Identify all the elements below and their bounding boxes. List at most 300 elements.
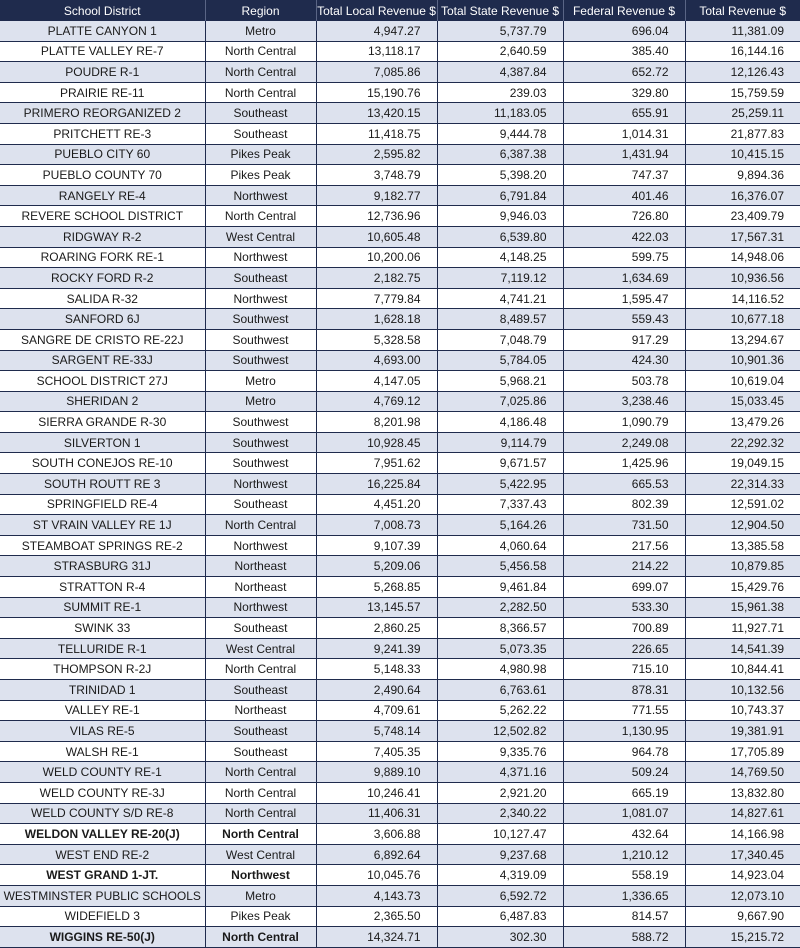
cell-federal-revenue: 329.80 <box>563 82 685 103</box>
cell-federal-revenue: 700.89 <box>563 618 685 639</box>
cell-state-revenue: 5,784.05 <box>437 350 563 371</box>
table-row <box>0 103 800 124</box>
table-row <box>0 453 800 474</box>
cell-school-district: STRATTON R-4 <box>0 577 205 598</box>
cell-federal-revenue: 217.56 <box>563 535 685 556</box>
cell-school-district: SOUTH CONEJOS RE-10 <box>0 453 205 474</box>
cell-local-revenue: 4,709.61 <box>316 700 437 721</box>
cell-region: Pikes Peak <box>205 165 316 186</box>
cell-local-revenue: 2,595.82 <box>316 144 437 165</box>
cell-total-revenue: 17,567.31 <box>685 226 800 247</box>
table-row <box>0 556 800 577</box>
cell-total-revenue: 10,844.41 <box>685 659 800 680</box>
cell-state-revenue: 12,502.82 <box>437 721 563 742</box>
cell-state-revenue: 302.30 <box>437 927 563 948</box>
cell-state-revenue: 8,366.57 <box>437 618 563 639</box>
cell-federal-revenue: 878.31 <box>563 680 685 701</box>
cell-region: Northeast <box>205 577 316 598</box>
cell-total-revenue: 15,961.38 <box>685 597 800 618</box>
cell-school-district: SHERIDAN 2 <box>0 391 205 412</box>
cell-federal-revenue: 1,431.94 <box>563 144 685 165</box>
cell-state-revenue: 239.03 <box>437 82 563 103</box>
cell-local-revenue: 5,148.33 <box>316 659 437 680</box>
table-row <box>0 659 800 680</box>
cell-region: Metro <box>205 21 316 41</box>
cell-region: Southwest <box>205 309 316 330</box>
cell-total-revenue: 14,769.50 <box>685 762 800 783</box>
cell-state-revenue: 9,237.68 <box>437 844 563 865</box>
cell-state-revenue: 6,487.83 <box>437 906 563 927</box>
cell-region: Metro <box>205 371 316 392</box>
cell-local-revenue: 13,118.17 <box>316 41 437 62</box>
cell-federal-revenue: 665.19 <box>563 782 685 803</box>
table-row <box>0 185 800 206</box>
cell-school-district: WIGGINS RE-50(J) <box>0 927 205 948</box>
cell-school-district: PRITCHETT RE-3 <box>0 123 205 144</box>
cell-region: North Central <box>205 659 316 680</box>
cell-local-revenue: 9,182.77 <box>316 185 437 206</box>
cell-region: West Central <box>205 638 316 659</box>
cell-region: North Central <box>205 762 316 783</box>
cell-total-revenue: 22,292.32 <box>685 432 800 453</box>
cell-state-revenue: 6,791.84 <box>437 185 563 206</box>
cell-federal-revenue: 432.64 <box>563 824 685 845</box>
cell-school-district: SANGRE DE CRISTO RE-22J <box>0 329 205 350</box>
cell-federal-revenue: 503.78 <box>563 371 685 392</box>
cell-region: Southeast <box>205 741 316 762</box>
cell-region: West Central <box>205 226 316 247</box>
cell-federal-revenue: 655.91 <box>563 103 685 124</box>
cell-state-revenue: 9,946.03 <box>437 206 563 227</box>
cell-region: Southwest <box>205 453 316 474</box>
table-row <box>0 885 800 906</box>
cell-state-revenue: 2,340.22 <box>437 803 563 824</box>
cell-federal-revenue: 424.30 <box>563 350 685 371</box>
cell-state-revenue: 4,387.84 <box>437 62 563 83</box>
cell-federal-revenue: 588.72 <box>563 927 685 948</box>
cell-local-revenue: 4,451.20 <box>316 494 437 515</box>
table-row <box>0 391 800 412</box>
cell-local-revenue: 10,605.48 <box>316 226 437 247</box>
table-row <box>0 721 800 742</box>
cell-total-revenue: 10,743.37 <box>685 700 800 721</box>
cell-school-district: SANFORD 6J <box>0 309 205 330</box>
table-row <box>0 741 800 762</box>
cell-federal-revenue: 599.75 <box>563 247 685 268</box>
cell-total-revenue: 15,429.76 <box>685 577 800 598</box>
cell-school-district: PRIMERO REORGANIZED 2 <box>0 103 205 124</box>
cell-local-revenue: 2,860.25 <box>316 618 437 639</box>
cell-state-revenue: 9,335.76 <box>437 741 563 762</box>
cell-local-revenue: 11,418.75 <box>316 123 437 144</box>
cell-region: North Central <box>205 782 316 803</box>
table-row <box>0 247 800 268</box>
cell-total-revenue: 10,619.04 <box>685 371 800 392</box>
cell-federal-revenue: 802.39 <box>563 494 685 515</box>
table-row <box>0 82 800 103</box>
cell-local-revenue: 8,201.98 <box>316 412 437 433</box>
cell-federal-revenue: 401.46 <box>563 185 685 206</box>
cell-region: Southeast <box>205 618 316 639</box>
cell-state-revenue: 4,741.21 <box>437 288 563 309</box>
cell-region: North Central <box>205 515 316 536</box>
cell-total-revenue: 23,409.79 <box>685 206 800 227</box>
cell-region: North Central <box>205 824 316 845</box>
cell-federal-revenue: 559.43 <box>563 309 685 330</box>
cell-school-district: WEST END RE-2 <box>0 844 205 865</box>
cell-school-district: SOUTH ROUTT RE 3 <box>0 474 205 495</box>
cell-region: Southeast <box>205 268 316 289</box>
cell-total-revenue: 16,144.16 <box>685 41 800 62</box>
cell-region: Pikes Peak <box>205 906 316 927</box>
cell-region: Southeast <box>205 680 316 701</box>
cell-total-revenue: 25,259.11 <box>685 103 800 124</box>
header-state-revenue[interactable]: Total State Revenue $ <box>437 0 563 21</box>
cell-school-district: SWINK 33 <box>0 618 205 639</box>
cell-total-revenue: 10,936.56 <box>685 268 800 289</box>
cell-total-revenue: 14,166.98 <box>685 824 800 845</box>
cell-local-revenue: 2,490.64 <box>316 680 437 701</box>
cell-total-revenue: 13,832.80 <box>685 782 800 803</box>
cell-region: Southwest <box>205 412 316 433</box>
cell-region: North Central <box>205 41 316 62</box>
cell-federal-revenue: 652.72 <box>563 62 685 83</box>
cell-school-district: WIDEFIELD 3 <box>0 906 205 927</box>
cell-school-district: STRASBURG 31J <box>0 556 205 577</box>
cell-total-revenue: 13,385.58 <box>685 535 800 556</box>
cell-region: Northwest <box>205 597 316 618</box>
cell-local-revenue: 2,182.75 <box>316 268 437 289</box>
table-row <box>0 123 800 144</box>
table-row <box>0 618 800 639</box>
cell-local-revenue: 3,606.88 <box>316 824 437 845</box>
cell-federal-revenue: 1,014.31 <box>563 123 685 144</box>
cell-region: Southeast <box>205 721 316 742</box>
cell-total-revenue: 10,132.56 <box>685 680 800 701</box>
header-row <box>0 0 800 21</box>
cell-total-revenue: 13,294.67 <box>685 329 800 350</box>
cell-region: Pikes Peak <box>205 144 316 165</box>
cell-federal-revenue: 1,425.96 <box>563 453 685 474</box>
header-region[interactable]: Region <box>205 0 316 21</box>
cell-local-revenue: 10,246.41 <box>316 782 437 803</box>
cell-state-revenue: 7,048.79 <box>437 329 563 350</box>
cell-state-revenue: 5,262.22 <box>437 700 563 721</box>
cell-local-revenue: 7,951.62 <box>316 453 437 474</box>
cell-federal-revenue: 1,081.07 <box>563 803 685 824</box>
cell-state-revenue: 5,164.26 <box>437 515 563 536</box>
cell-local-revenue: 5,209.06 <box>316 556 437 577</box>
cell-federal-revenue: 699.07 <box>563 577 685 598</box>
cell-local-revenue: 4,147.05 <box>316 371 437 392</box>
cell-local-revenue: 5,748.14 <box>316 721 437 742</box>
cell-local-revenue: 2,365.50 <box>316 906 437 927</box>
cell-state-revenue: 9,461.84 <box>437 577 563 598</box>
cell-federal-revenue: 814.57 <box>563 906 685 927</box>
cell-total-revenue: 14,948.06 <box>685 247 800 268</box>
cell-region: Northwest <box>205 865 316 886</box>
cell-school-district: SPRINGFIELD RE-4 <box>0 494 205 515</box>
cell-federal-revenue: 1,090.79 <box>563 412 685 433</box>
cell-local-revenue: 11,406.31 <box>316 803 437 824</box>
cell-school-district: STEAMBOAT SPRINGS RE-2 <box>0 535 205 556</box>
cell-school-district: WELD COUNTY RE-1 <box>0 762 205 783</box>
cell-local-revenue: 9,107.39 <box>316 535 437 556</box>
cell-state-revenue: 5,422.95 <box>437 474 563 495</box>
cell-local-revenue: 7,085.86 <box>316 62 437 83</box>
cell-region: Southwest <box>205 432 316 453</box>
cell-state-revenue: 5,073.35 <box>437 638 563 659</box>
cell-state-revenue: 4,060.64 <box>437 535 563 556</box>
cell-state-revenue: 10,127.47 <box>437 824 563 845</box>
cell-total-revenue: 14,541.39 <box>685 638 800 659</box>
cell-region: Southeast <box>205 103 316 124</box>
cell-local-revenue: 5,328.58 <box>316 329 437 350</box>
table-row <box>0 226 800 247</box>
cell-state-revenue: 4,148.25 <box>437 247 563 268</box>
cell-federal-revenue: 1,634.69 <box>563 268 685 289</box>
table-row <box>0 844 800 865</box>
table-row <box>0 21 800 41</box>
cell-local-revenue: 7,405.35 <box>316 741 437 762</box>
cell-total-revenue: 9,894.36 <box>685 165 800 186</box>
cell-federal-revenue: 715.10 <box>563 659 685 680</box>
cell-school-district: TELLURIDE R-1 <box>0 638 205 659</box>
cell-local-revenue: 10,200.06 <box>316 247 437 268</box>
cell-state-revenue: 5,737.79 <box>437 21 563 41</box>
cell-local-revenue: 4,693.00 <box>316 350 437 371</box>
cell-total-revenue: 17,705.89 <box>685 741 800 762</box>
cell-state-revenue: 4,319.09 <box>437 865 563 886</box>
table-row <box>0 803 800 824</box>
cell-federal-revenue: 696.04 <box>563 21 685 41</box>
cell-local-revenue: 12,736.96 <box>316 206 437 227</box>
cell-region: Northwest <box>205 185 316 206</box>
table-row <box>0 865 800 886</box>
table-row <box>0 329 800 350</box>
cell-school-district: WEST GRAND 1-JT. <box>0 865 205 886</box>
cell-federal-revenue: 1,595.47 <box>563 288 685 309</box>
cell-state-revenue: 5,456.58 <box>437 556 563 577</box>
cell-state-revenue: 9,114.79 <box>437 432 563 453</box>
cell-school-district: WESTMINSTER PUBLIC SCHOOLS <box>0 885 205 906</box>
table-row <box>0 782 800 803</box>
cell-federal-revenue: 3,238.46 <box>563 391 685 412</box>
cell-local-revenue: 16,225.84 <box>316 474 437 495</box>
table-row <box>0 515 800 536</box>
cell-region: Metro <box>205 391 316 412</box>
cell-region: Northwest <box>205 247 316 268</box>
cell-federal-revenue: 917.29 <box>563 329 685 350</box>
table-row <box>0 906 800 927</box>
cell-total-revenue: 11,381.09 <box>685 21 800 41</box>
cell-federal-revenue: 1,336.65 <box>563 885 685 906</box>
cell-state-revenue: 6,763.61 <box>437 680 563 701</box>
cell-region: Northeast <box>205 700 316 721</box>
cell-school-district: SIERRA GRANDE R-30 <box>0 412 205 433</box>
cell-total-revenue: 10,879.85 <box>685 556 800 577</box>
cell-region: Northeast <box>205 556 316 577</box>
header-school-district[interactable]: School District <box>0 0 205 21</box>
table-row <box>0 206 800 227</box>
cell-local-revenue: 15,190.76 <box>316 82 437 103</box>
cell-region: Northwest <box>205 535 316 556</box>
cell-total-revenue: 22,314.33 <box>685 474 800 495</box>
cell-state-revenue: 5,398.20 <box>437 165 563 186</box>
cell-state-revenue: 9,671.57 <box>437 453 563 474</box>
cell-school-district: WELDON VALLEY RE-20(J) <box>0 824 205 845</box>
cell-school-district: ROCKY FORD R-2 <box>0 268 205 289</box>
cell-school-district: SUMMIT RE-1 <box>0 597 205 618</box>
cell-local-revenue: 7,779.84 <box>316 288 437 309</box>
cell-total-revenue: 11,927.71 <box>685 618 800 639</box>
cell-region: Southwest <box>205 329 316 350</box>
table-row <box>0 350 800 371</box>
cell-local-revenue: 4,769.12 <box>316 391 437 412</box>
table-header <box>0 0 800 21</box>
cell-federal-revenue: 2,249.08 <box>563 432 685 453</box>
cell-region: North Central <box>205 62 316 83</box>
table-row <box>0 577 800 598</box>
table-row <box>0 494 800 515</box>
cell-state-revenue: 4,371.16 <box>437 762 563 783</box>
cell-federal-revenue: 558.19 <box>563 865 685 886</box>
cell-region: North Central <box>205 82 316 103</box>
cell-local-revenue: 9,889.10 <box>316 762 437 783</box>
cell-total-revenue: 19,049.15 <box>685 453 800 474</box>
table-row <box>0 474 800 495</box>
cell-school-district: POUDRE R-1 <box>0 62 205 83</box>
cell-local-revenue: 3,748.79 <box>316 165 437 186</box>
cell-school-district: WELD COUNTY S/D RE-8 <box>0 803 205 824</box>
cell-state-revenue: 4,980.98 <box>437 659 563 680</box>
cell-total-revenue: 12,904.50 <box>685 515 800 536</box>
cell-local-revenue: 10,045.76 <box>316 865 437 886</box>
cell-school-district: REVERE SCHOOL DISTRICT <box>0 206 205 227</box>
cell-total-revenue: 15,215.72 <box>685 927 800 948</box>
header-total-revenue[interactable]: Total Revenue $ <box>685 0 800 21</box>
table-row <box>0 41 800 62</box>
table-row <box>0 268 800 289</box>
cell-region: North Central <box>205 206 316 227</box>
cell-school-district: SCHOOL DISTRICT 27J <box>0 371 205 392</box>
table-row <box>0 412 800 433</box>
cell-school-district: SARGENT RE-33J <box>0 350 205 371</box>
cell-state-revenue: 7,025.86 <box>437 391 563 412</box>
cell-school-district: VILAS RE-5 <box>0 721 205 742</box>
table-row <box>0 680 800 701</box>
table-row <box>0 927 800 948</box>
cell-total-revenue: 15,759.59 <box>685 82 800 103</box>
table-body <box>0 21 800 947</box>
cell-total-revenue: 14,116.52 <box>685 288 800 309</box>
cell-school-district: WALSH RE-1 <box>0 741 205 762</box>
table-row <box>0 165 800 186</box>
cell-local-revenue: 10,928.45 <box>316 432 437 453</box>
cell-federal-revenue: 214.22 <box>563 556 685 577</box>
table-row <box>0 309 800 330</box>
table-row <box>0 638 800 659</box>
table-row <box>0 288 800 309</box>
table-row <box>0 762 800 783</box>
cell-state-revenue: 9,444.78 <box>437 123 563 144</box>
cell-region: Southeast <box>205 123 316 144</box>
cell-federal-revenue: 533.30 <box>563 597 685 618</box>
cell-school-district: WELD COUNTY RE-3J <box>0 782 205 803</box>
cell-total-revenue: 10,677.18 <box>685 309 800 330</box>
cell-federal-revenue: 726.80 <box>563 206 685 227</box>
cell-state-revenue: 7,337.43 <box>437 494 563 515</box>
cell-school-district: PUEBLO CITY 60 <box>0 144 205 165</box>
cell-local-revenue: 13,145.57 <box>316 597 437 618</box>
cell-state-revenue: 2,282.50 <box>437 597 563 618</box>
cell-school-district: RANGELY RE-4 <box>0 185 205 206</box>
cell-school-district: PUEBLO COUNTY 70 <box>0 165 205 186</box>
cell-federal-revenue: 1,130.95 <box>563 721 685 742</box>
cell-school-district: PRAIRIE RE-11 <box>0 82 205 103</box>
cell-federal-revenue: 747.37 <box>563 165 685 186</box>
cell-federal-revenue: 964.78 <box>563 741 685 762</box>
cell-local-revenue: 7,008.73 <box>316 515 437 536</box>
cell-federal-revenue: 1,210.12 <box>563 844 685 865</box>
header-federal-revenue[interactable]: Federal Revenue $ <box>563 0 685 21</box>
cell-federal-revenue: 509.24 <box>563 762 685 783</box>
cell-total-revenue: 9,667.90 <box>685 906 800 927</box>
cell-region: West Central <box>205 844 316 865</box>
cell-state-revenue: 8,489.57 <box>437 309 563 330</box>
cell-school-district: SALIDA R-32 <box>0 288 205 309</box>
cell-local-revenue: 14,324.71 <box>316 927 437 948</box>
cell-state-revenue: 6,592.72 <box>437 885 563 906</box>
cell-federal-revenue: 422.03 <box>563 226 685 247</box>
cell-total-revenue: 13,479.26 <box>685 412 800 433</box>
table-row <box>0 535 800 556</box>
cell-federal-revenue: 771.55 <box>563 700 685 721</box>
cell-federal-revenue: 731.50 <box>563 515 685 536</box>
cell-total-revenue: 12,073.10 <box>685 885 800 906</box>
table-row <box>0 432 800 453</box>
table-row <box>0 597 800 618</box>
cell-total-revenue: 15,033.45 <box>685 391 800 412</box>
header-local-revenue[interactable]: Total Local Revenue $ <box>316 0 437 21</box>
cell-local-revenue: 4,143.73 <box>316 885 437 906</box>
cell-school-district: VALLEY RE-1 <box>0 700 205 721</box>
cell-state-revenue: 2,640.59 <box>437 41 563 62</box>
cell-local-revenue: 9,241.39 <box>316 638 437 659</box>
cell-state-revenue: 6,539.80 <box>437 226 563 247</box>
cell-total-revenue: 10,901.36 <box>685 350 800 371</box>
cell-local-revenue: 6,892.64 <box>316 844 437 865</box>
cell-local-revenue: 1,628.18 <box>316 309 437 330</box>
cell-total-revenue: 12,591.02 <box>685 494 800 515</box>
cell-total-revenue: 10,415.15 <box>685 144 800 165</box>
cell-federal-revenue: 385.40 <box>563 41 685 62</box>
cell-state-revenue: 7,119.12 <box>437 268 563 289</box>
cell-school-district: THOMPSON R-2J <box>0 659 205 680</box>
cell-school-district: ST VRAIN VALLEY RE 1J <box>0 515 205 536</box>
cell-federal-revenue: 226.65 <box>563 638 685 659</box>
cell-state-revenue: 11,183.05 <box>437 103 563 124</box>
cell-state-revenue: 5,968.21 <box>437 371 563 392</box>
table-row <box>0 700 800 721</box>
cell-school-district: PLATTE CANYON 1 <box>0 21 205 41</box>
cell-state-revenue: 2,921.20 <box>437 782 563 803</box>
cell-region: Northwest <box>205 288 316 309</box>
cell-school-district: PLATTE VALLEY RE-7 <box>0 41 205 62</box>
cell-school-district: SILVERTON 1 <box>0 432 205 453</box>
cell-total-revenue: 14,827.61 <box>685 803 800 824</box>
table-row <box>0 144 800 165</box>
